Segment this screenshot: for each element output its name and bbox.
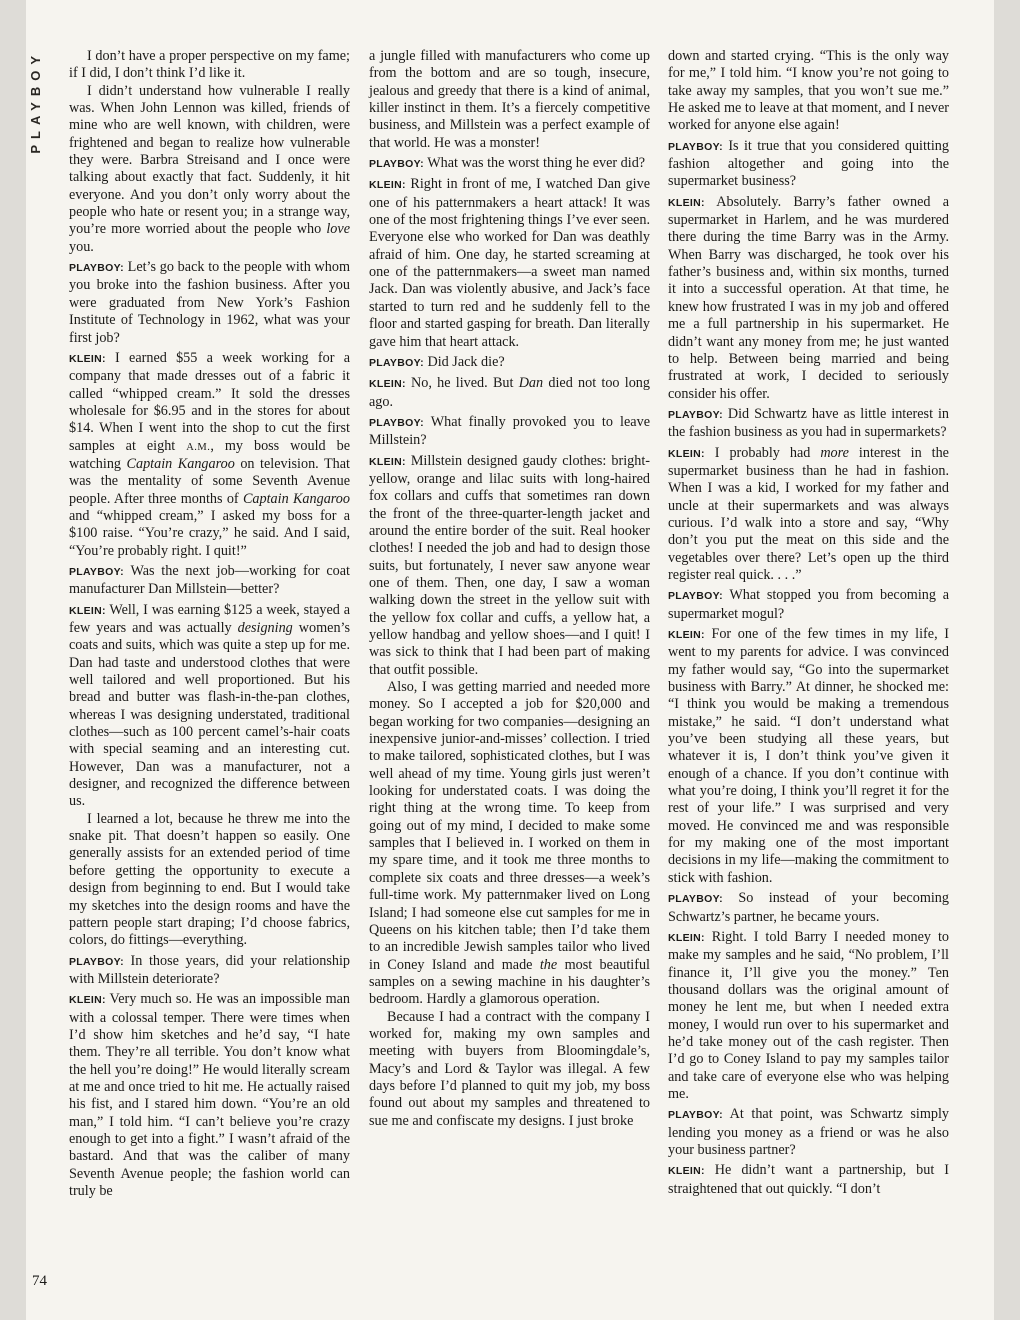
interview-paragraph: [668, 1106, 949, 1159]
text-run: I probably had: [704, 444, 821, 461]
interview-paragraph: [69, 602, 350, 811]
text-run: At that point, was Schwartz simply lending you money as a friend or was he also your business partner?: [668, 1106, 949, 1158]
speaker-label: PLAYBOY:: [668, 590, 723, 603]
text-paragraph: [69, 811, 350, 950]
interview-paragraph: [369, 453, 650, 679]
speaker-label: PLAYBOY:: [369, 416, 424, 429]
interview-paragraph: [668, 587, 949, 623]
text-run: Well, I was earning $125 a week, stayed a few years and was actually: [69, 601, 350, 636]
speaker-label: KLEIN:: [69, 994, 106, 1007]
italic-text: Captain Kangaroo: [126, 455, 235, 472]
text-run: women’s coats and suits, which was quite a step up for me. Dan had taste and understood clothes that were well tailored and well proportioned. But his bread and butter was flash-in-the-pan clothes, whereas I was designing understated, traditional clothes—such as 100 percent camel’s-hair coats with special seaming and an interesting cut. However, Dan was a manufacturer, not a designer, and recognized the difference between us.: [69, 620, 350, 810]
interview-paragraph: [668, 1162, 949, 1198]
page-number: 74: [32, 1273, 47, 1289]
interview-paragraph: [369, 375, 650, 411]
text-run: a jungle filled with manufacturers who come up from the bottom and are so tough, insecure, jealous and greedy that there is a kind of animal, killer instinct in them. It’s a fiercely competitive business, and Millstein was a perfect example of that world. He was a monster!: [369, 48, 650, 151]
text-paragraph: [369, 679, 650, 1009]
italic-text: the: [539, 956, 558, 973]
masthead-vertical: PLAYBOY: [28, 50, 43, 154]
interview-paragraph: [668, 626, 949, 887]
text-column-1: [69, 48, 350, 1200]
text-run: , my boss would be watching: [69, 437, 350, 472]
page-edge-left: [0, 0, 26, 1320]
text-run: Is it true that you considered quitting fashion altogether and going into the supermarket business?: [668, 137, 949, 190]
text-run: Right. I told Barry I needed money to make my samples and he said, “No problem, I’ll finance it, I’ll give you the money.” Ten thousand dollars was the original amount of money he lent me, but when I needed extra money, I would run over to his supermarket and he’d take money out of the cash register. Then I’d go to Coney Island to pay my samples tailor and take care of everyone else who was helping me.: [668, 928, 949, 1102]
text-run: What finally provoked you to leave Millstein?: [369, 413, 650, 449]
text-run: Did Jack die?: [423, 353, 505, 370]
text-run: Right in front of me, I watched Dan give one of his patternmakers a heart attack! It was one of the most frightening things I’ve ever seen. Everyone else who worked for Dan was deathly afraid of him. One day, he started screaming at one of the patternmakers—a sweet man named Jack. Dan was violently abusive, and Jack’s face started to turn red and he suddenly fell to the floor and started gasping for breath. Dan literally gave him that heart attack.: [369, 176, 650, 350]
speaker-label: KLEIN:: [668, 629, 705, 641]
italic-text: Dan: [518, 375, 544, 392]
speaker-label: PLAYBOY:: [369, 356, 424, 369]
text-run: He didn’t want a partnership, but I straightened that out quickly. “I don’t: [668, 1162, 949, 1197]
interview-paragraph: [69, 953, 350, 989]
speaker-label: PLAYBOY:: [668, 140, 723, 153]
speaker-label: KLEIN:: [668, 931, 705, 944]
interview-paragraph: [668, 929, 949, 1103]
text-run: In those years, did your relationship with Millstein deteriorate?: [69, 952, 350, 987]
speaker-label: PLAYBOY:: [668, 893, 723, 906]
text-run: and “whipped cream,” I asked my boss for a $100 raise. “You’re crazy,” he said. And I said, “You’re probably right. I quit!”: [69, 507, 350, 559]
text-paragraph: [369, 48, 650, 152]
speaker-label: KLEIN:: [369, 378, 406, 391]
text-run: I learned a lot, because he threw me into the snake pit. That doesn’t happen so easily. One generally assists for an extended period of time before getting the opportunity to execute a design from beginning to end. But I would take my sketches into the design rooms and have the pattern people start draping; I’d choose fabrics, colors, do fittings—everything.: [69, 810, 350, 949]
text-run: died not too long ago.: [369, 375, 650, 410]
interview-paragraph: [668, 445, 949, 585]
interview-paragraph: [668, 138, 949, 191]
italic-text: more: [820, 444, 849, 461]
interview-paragraph: [369, 414, 650, 450]
speaker-label: KLEIN:: [668, 447, 705, 460]
text-paragraph: [69, 83, 350, 256]
interview-paragraph: [369, 155, 650, 173]
text-run: I earned $55 a week working for a company that made dresses out of a fabric it called “whipped cream.” It sold the dresses wholesale for $6.95 and in the stores for about $14. When I went into the shop to cut the first samples at eight: [69, 349, 350, 454]
text-run: down and started crying. “This is the only way for me,” I told him. “I know you’re not going to take away my samples, that you won’t sue me.” He asked me to leave at that moment, and I never worked for anyone else again!: [668, 48, 949, 134]
speaker-label: PLAYBOY:: [369, 158, 424, 171]
speaker-label: KLEIN:: [369, 179, 406, 192]
text-run: For one of the few times in my life, I went to my parents for advice. I was convinced my father would say, “Go into the supermarket business with Barry.” At dinner, he shocked me: “I think you would be making a tremendous mistake,” he said. “I don’t understand what you’ve been studying all these years, but whatever it is, I don’t think you’ve given it enough of a chance. If you don’t continue with what you’re doing, I think you’ll regret it for the rest of your life.” I was surprised and very moved. He convinced me and was responsible for my making one of the most important decisions in my life—making the commitment to stick with fashion.: [668, 626, 949, 886]
speaker-label: KLEIN:: [668, 196, 705, 209]
speaker-label: KLEIN:: [69, 604, 106, 617]
text-column-3: [668, 48, 949, 1198]
speaker-label: KLEIN:: [69, 352, 106, 365]
speaker-label: PLAYBOY:: [69, 955, 124, 968]
interview-paragraph: [69, 991, 350, 1200]
interview-paragraph: [69, 350, 350, 560]
text-run: I don’t have a proper perspective on my fame; if I did, I don’t think I’d like it.: [69, 48, 350, 82]
text-run: No, he lived. But: [405, 375, 519, 392]
interview-paragraph: [369, 176, 650, 350]
text-run: most beautiful samples on a sewing machine in his daughter’s bedroom. Hardly a glamorous operation.: [369, 956, 650, 1008]
text-run: Also, I was getting married and needed more money. So I accepted a job for $20,000 and began working for two companies—designing an inexpensive junior-and-misses’ collection. I tried to make tailored, sophisticated clothes, but I was well ahead of my time. Young girls just weren’t looking for understated coats. I was doing the right thing at the wrong time. To keep from going out of my mind, I decided to make some samples that I believed in. I worked on them in my spare time, and it took me three months to complete six coats and three dresses—a week’s full-time work. My patternmaker lived on Long Island; I had someone else cut samples for me in Queens on his kitchen table; then I’d take them to an incredible Jewish samples tailor who lived in Coney Island and made: [369, 679, 650, 973]
interview-paragraph: [69, 563, 350, 599]
speaker-label: KLEIN:: [668, 1165, 705, 1178]
text-run: Because I had a contract with the company I worked for, making my own samples and meeting with buyers from Bloomingdale’s, Macy’s and Lord & Taylor was illegal. A few days before I’d planned to quit my job, my boss found out about my samples and threatened to sue me and confiscate my designs. I just broke: [369, 1008, 650, 1129]
speaker-label: PLAYBOY:: [668, 1109, 723, 1122]
small-caps-text: A.M.: [186, 441, 211, 453]
interview-paragraph: [668, 194, 949, 403]
interview-paragraph: [668, 406, 949, 442]
interview-paragraph: [69, 259, 350, 347]
text-run: Millstein designed gaudy clothes: bright-yellow, orange and lilac suits with long-haired fox collars and cuffs that sometimes ran down the front of the three-quarter-length jacket and around the entire border of the suit. Real hooker clothes! I needed the job and had to design those suits, but fortunately, I never saw anyone wear one of them. Then, one day, I saw a woman walking down the street in the yellow suit with the yellow fox collar and cuffs, a yellow hat, a yellow handbag and yellow shoes—and I quit! I was sick to think that I had been part of making that outfit possible.: [369, 452, 650, 678]
speaker-label: PLAYBOY:: [69, 262, 124, 275]
text-run: So instead of your becoming Schwartz’s partner, he became yours.: [668, 890, 949, 925]
text-run: you.: [69, 238, 94, 255]
text-run: What was the worst thing he ever did?: [423, 155, 646, 172]
italic-text: love: [326, 221, 350, 238]
interview-paragraph: [369, 354, 650, 372]
text-run: Very much so. He was an impossible man with a colossal temper. There were times when I’d show him sketches and he’d say, “I hate them. They’re all terrible. You don’t know what the hell you’re doing!” He would literally scream at me and once tried to hit me. He actually raised his fist, and I stared him down. “You’re an old man,” I told him. “I can’t believe you’re crazy enough to get into a fight.” I wasn’t afraid of the bastard. And that was the caliber of many Seventh Avenue people; the fashion world can truly be: [69, 991, 350, 1199]
text-run: I didn’t understand how vulnerable I really was. When John Lennon was killed, friends of mine who are well known, with children, were frightened and began to realize how vulnerable they were. Barbra Streisand and I once were talking about exactly that fact. Suddenly, it hit everyone. And you don’t only worry about the people who hate or resent you; in a strange way, you’re more worried about the people who: [69, 82, 350, 238]
italic-text: designing: [237, 620, 293, 636]
text-run: What stopped you from becoming a supermarket mogul?: [668, 587, 949, 622]
text-run: Was the next job—working for coat manufacturer Dan Millstein—better?: [69, 562, 350, 598]
speaker-label: KLEIN:: [369, 455, 406, 468]
text-run: Did Schwartz have as little interest in the fashion business as you had in supermarkets?: [668, 405, 949, 441]
text-run: on television. That was the mentality of some Seventh Avenue people. After three months of: [69, 455, 350, 507]
text-paragraph: [668, 48, 949, 135]
page-edge-right: [994, 0, 1020, 1320]
text-run: interest in the supermarket business than he had in fashion. When I was a kid, I worked for my father and uncle at their supermarkets and was always curious. I’d walk into a store and say, “Why don’t you put the meat on this side and the vegetables over there? Let’s open up the third register real quick. . . .”: [668, 444, 949, 583]
text-paragraph: [369, 1009, 650, 1130]
speaker-label: PLAYBOY:: [668, 408, 723, 421]
text-paragraph: [69, 48, 350, 83]
interview-paragraph: [668, 890, 949, 926]
text-run: Absolutely. Barry’s father owned a supermarket in Harlem, and he was murdered there during the time Barry was in the Army. When Barry was discharged, he took over his father’s business and, within six months, turned it into a successful operation. At that time, he knew how frustrated I was in my job and offered me a full partnership in his supermarket. He didn’t want any money from me; he just wanted to help. Between being married and being frustrated at work, I decided to seriously consider his offer.: [668, 193, 949, 402]
speaker-label: PLAYBOY:: [69, 565, 124, 578]
text-column-2: [369, 48, 650, 1130]
text-run: Let’s go back to the people with whom you broke into the fashion business. After you were graduated from New York’s Fashion Institute of Technology in 1962, what was your first job?: [69, 259, 350, 346]
italic-text: Captain Kangaroo: [242, 490, 350, 507]
